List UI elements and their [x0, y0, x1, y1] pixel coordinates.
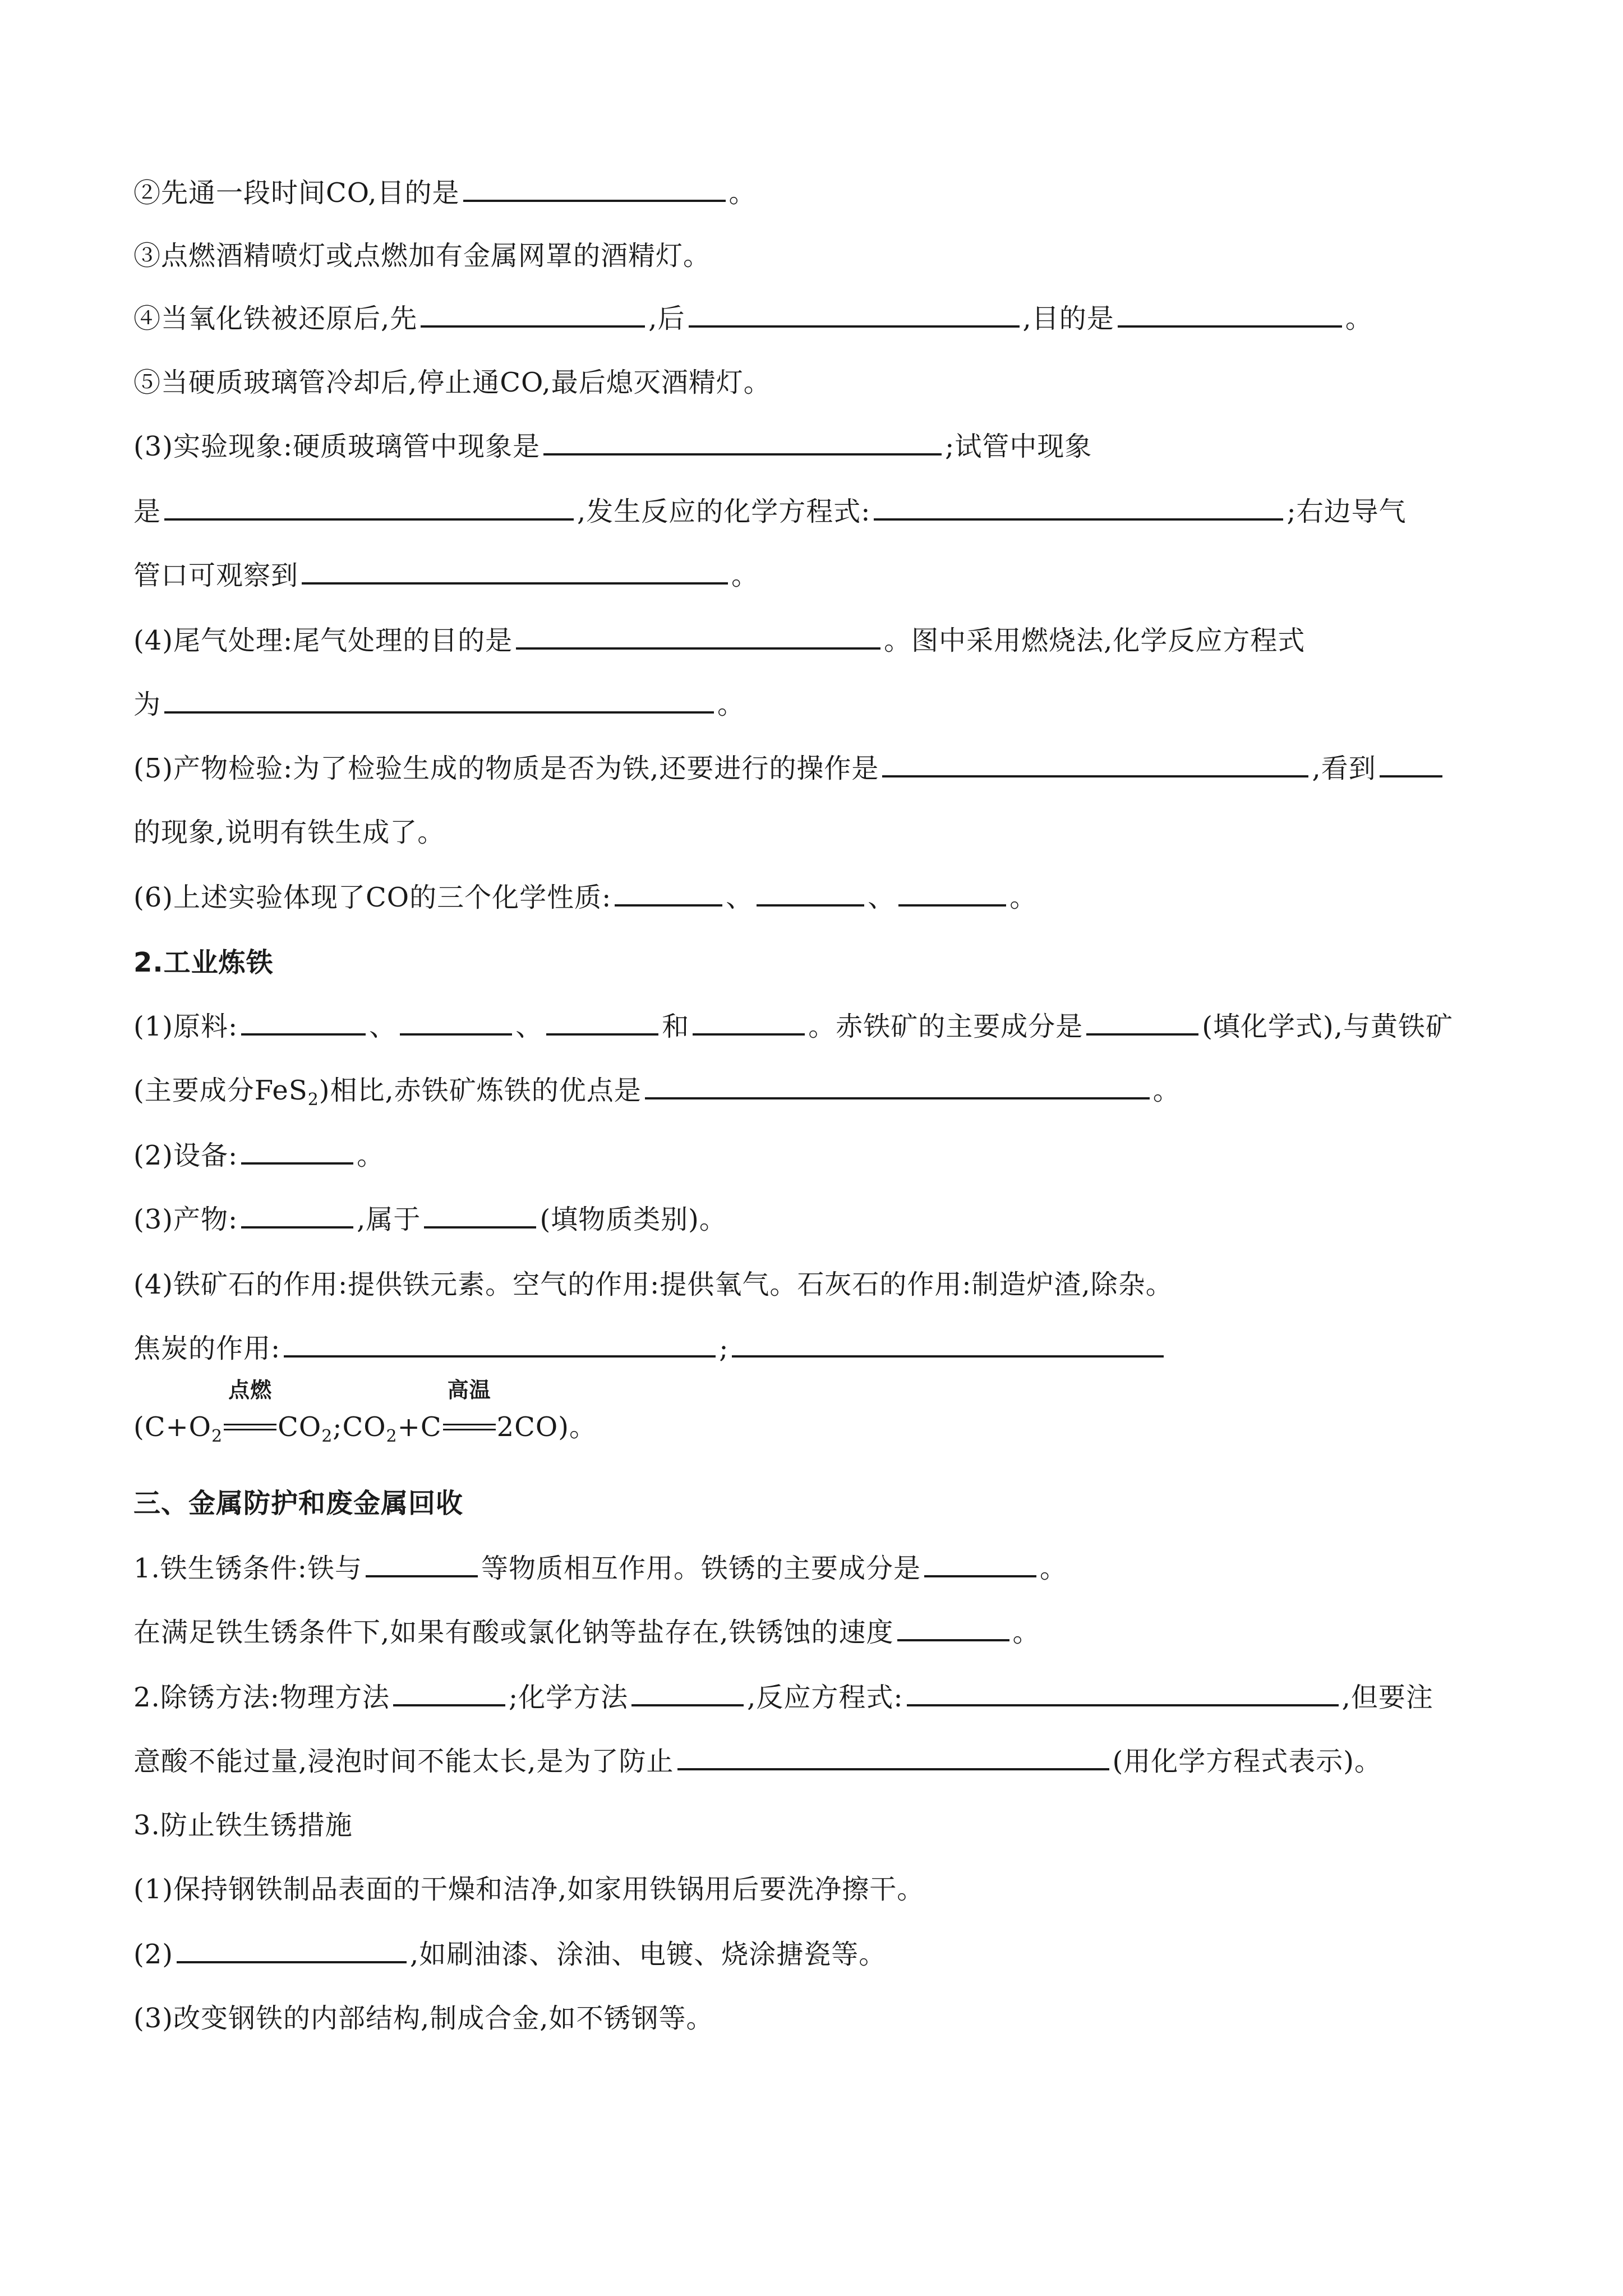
- blank-field[interactable]: [693, 1011, 805, 1036]
- line-prevention-2: (2) ,如刷油漆、涂油、电镀、烧涂搪瓷等。: [133, 1939, 887, 1970]
- blank-field[interactable]: [1086, 1011, 1198, 1036]
- line-acid-warning: 意酸不能过量,浸泡时间不能太长,是为了防止 (用化学方程式表示)。: [133, 1746, 1382, 1777]
- line-coke-role: 焦炭的作用: ;: [133, 1331, 1167, 1366]
- line-rust-speed: 在满足铁生锈条件下,如果有酸或氯化钠等盐存在,铁锈蚀的速度 。: [133, 1617, 1040, 1648]
- blank-field[interactable]: [645, 1075, 1150, 1099]
- line-test-tube: 是 ,发生反应的化学方程式: ;右边导气: [133, 496, 1407, 527]
- line-raw-materials: (1)原料: 、 、 和 。赤铁矿的主要成分是 (填化学式),与黄铁矿: [133, 1011, 1453, 1042]
- line-co-properties: (6)上述实验体现了CO的三个化学性质: 、 、 。: [133, 882, 1038, 913]
- blank-field[interactable]: [463, 177, 726, 202]
- heading-metal-protection: 三、金属防护和废金属回收: [133, 1488, 464, 1519]
- line-after-reduction: ④当氧化铁被还原后,先 ,后 ,目的是 。: [133, 303, 1373, 334]
- blank-field[interactable]: [421, 303, 645, 328]
- line-outlet: 管口可观察到 。: [133, 560, 759, 591]
- line-coke-equations: ($C+O_2$ 点燃 $CO_2;CO_2+C$ 高温 2CO)。: [133, 1378, 597, 1446]
- line-tail-gas: (4)尾气处理:尾气处理的目的是 。图中采用燃烧法,化学反应方程式: [133, 625, 1306, 656]
- blank-field[interactable]: [302, 560, 728, 585]
- blank-field[interactable]: [516, 625, 880, 650]
- reaction-condition-arrow: 点燃: [224, 1409, 276, 1445]
- equals-sign: [224, 1424, 276, 1430]
- blank-field[interactable]: [898, 882, 1006, 907]
- blank-field[interactable]: [177, 1939, 407, 1963]
- blank-field[interactable]: [615, 882, 722, 907]
- blank-field[interactable]: [543, 431, 942, 455]
- line-prevention-heading: 3.防止铁生锈措施: [133, 1810, 353, 1841]
- line-rust-conditions: 1.铁生锈条件:铁与 等物质相互作用。铁锈的主要成分是 。: [133, 1553, 1068, 1584]
- line-prevention-1: (1)保持钢铁制品表面的干燥和洁净,如家用铁锅用后要洗净擦干。: [133, 1874, 925, 1905]
- line-ignite-lamp: ③点燃酒精喷灯或点燃加有金属网罩的酒精灯。: [133, 240, 711, 272]
- blank-field[interactable]: [924, 1553, 1036, 1577]
- equals-sign: [443, 1424, 496, 1430]
- blank-field[interactable]: [400, 1011, 512, 1036]
- reaction-condition-arrow: 高温: [443, 1409, 496, 1445]
- blank-field[interactable]: [284, 1333, 716, 1358]
- line-phenomenon: (3)实验现象:硬质玻璃管中现象是 ;试管中现象: [133, 431, 1092, 462]
- blank-field[interactable]: [732, 1333, 1164, 1358]
- blank-field[interactable]: [874, 496, 1283, 521]
- blank-field[interactable]: [241, 1140, 353, 1165]
- blank-field[interactable]: [393, 1682, 505, 1706]
- blank-field[interactable]: [689, 303, 1020, 328]
- blank-field[interactable]: [1380, 753, 1442, 777]
- blank-field[interactable]: [164, 689, 714, 714]
- blank-field[interactable]: [907, 1682, 1339, 1706]
- blank-field[interactable]: [241, 1011, 366, 1036]
- line-iron-formed: 的现象,说明有铁生成了。: [133, 817, 445, 848]
- blank-field[interactable]: [631, 1682, 744, 1706]
- blank-field[interactable]: [677, 1746, 1109, 1770]
- line-equipment: (2)设备: 。: [133, 1140, 385, 1171]
- line-co-purpose: ②先通一段时间CO,目的是 。: [133, 177, 757, 209]
- heading-industrial-ironmaking: 2.工业炼铁: [133, 947, 274, 978]
- line-product-test: (5)产物检验:为了检验生成的物质是否为铁,还要进行的操作是 ,看到: [133, 751, 1446, 786]
- blank-field[interactable]: [546, 1011, 658, 1036]
- blank-field[interactable]: [1118, 303, 1342, 328]
- blank-field[interactable]: [897, 1617, 1009, 1641]
- line-hematite-advantage: (主要成分FeS$_2$)相比,赤铁矿炼铁的优点是 。: [133, 1075, 1181, 1110]
- line-rust-removal: 2.除锈方法:物理方法 ;化学方法 ,反应方程式: ,但要注: [133, 1682, 1433, 1713]
- blank-field[interactable]: [164, 496, 574, 521]
- line-stop-co: ⑤当硬质玻璃管冷却后,停止通CO,最后熄灭酒精灯。: [133, 367, 771, 398]
- line-tail-gas-equation: 为 。: [133, 689, 745, 720]
- blank-field[interactable]: [241, 1204, 353, 1228]
- line-material-roles: (4)铁矿石的作用:提供铁元素。空气的作用:提供氧气。石灰石的作用:制造炉渣,除杂。: [133, 1269, 1173, 1300]
- blank-field[interactable]: [366, 1553, 478, 1577]
- blank-field[interactable]: [757, 882, 864, 907]
- blank-field[interactable]: [882, 753, 1308, 777]
- line-prevention-3: (3)改变钢铁的内部结构,制成合金,如不锈钢等。: [133, 2003, 714, 2034]
- line-product: (3)产物: ,属于 (填物质类别)。: [133, 1204, 727, 1235]
- blank-field[interactable]: [424, 1204, 536, 1228]
